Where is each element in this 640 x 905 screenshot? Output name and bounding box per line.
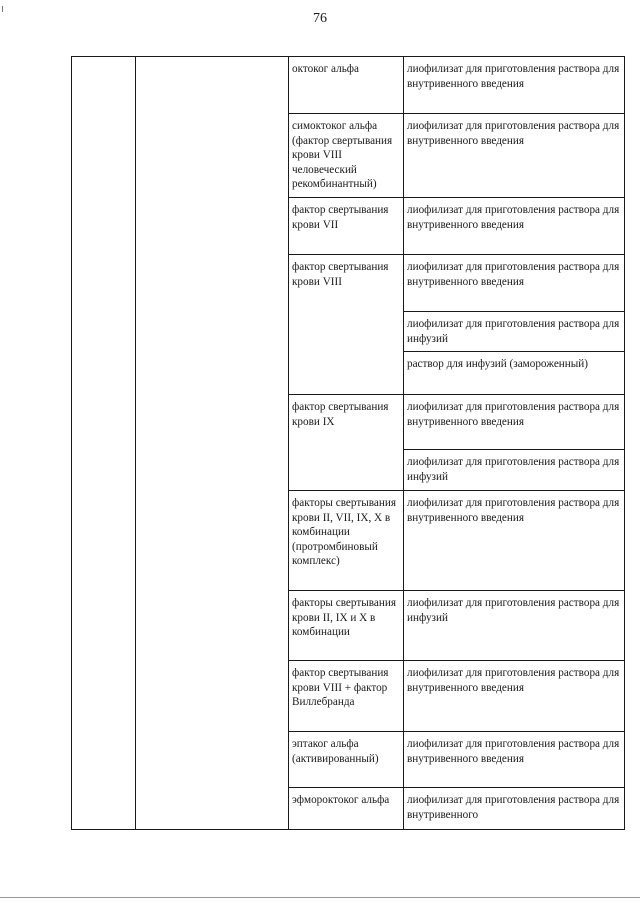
medication-table — [71, 56, 625, 830]
table-row — [72, 57, 625, 114]
code-column-cell — [72, 57, 136, 830]
dosage-form-cell: лиофилизат для приготовления раствора для внутривенного введения — [404, 114, 625, 198]
dosage-form-cell: лиофилизат для приготовления раствора для внутривенного введения — [404, 255, 625, 312]
drug-name-cell: симоктоког альфа (фактор свертывания крови VIII человеческий рекомбинантный) — [289, 114, 404, 198]
drug-name-cell: эптаког альфа (активированный) — [289, 732, 404, 788]
dosage-form-cell: лиофилизат для приготовления раствора для внутривенного введения — [404, 491, 625, 591]
dosage-form-cell: раствор для инфузий (замороженный) — [404, 352, 625, 395]
drug-name-cell: октоког альфа — [289, 57, 404, 114]
drug-name-cell: факторы свертывания крови II, IX и X в комбинации — [289, 591, 404, 661]
dosage-form-cell: лиофилизат для приготовления раствора для инфузий — [404, 591, 625, 661]
dosage-form-cell: лиофилизат для приготовления раствора для внутривенного введения — [404, 198, 625, 255]
drug-name-cell: фактор свертывания крови VIII — [289, 255, 404, 395]
drug-name-cell: эфмороктоког альфа — [289, 788, 404, 830]
dosage-form-cell: лиофилизат для приготовления раствора для внутривенного введения — [404, 57, 625, 114]
group-column-cell — [136, 57, 289, 830]
dosage-form-cell: лиофилизат для приготовления раствора для внутривенного введения — [404, 732, 625, 788]
dosage-form-cell: лиофилизат для приготовления раствора для внутривенного — [404, 788, 625, 830]
drug-name-cell: факторы свертывания крови II, VII, IX, X в комбинации (протромбиновый комплекс) — [289, 491, 404, 591]
dosage-form-cell: лиофилизат для приготовления раствора для инфузий — [404, 450, 625, 491]
drug-name-cell: фактор свертывания крови VIII + фактор Виллебранда — [289, 661, 404, 732]
page-bottom-rule — [0, 897, 640, 898]
page-number: 76 — [313, 11, 327, 26]
dosage-form-cell: лиофилизат для приготовления раствора для инфузий — [404, 312, 625, 352]
drug-name-cell: фактор свертывания крови IX — [289, 395, 404, 491]
dosage-form-cell: лиофилизат для приготовления раствора для внутривенного введения — [404, 395, 625, 450]
dosage-form-cell: лиофилизат для приготовления раствора для внутривенного введения — [404, 661, 625, 732]
drug-name-cell: фактор свертывания крови VII — [289, 198, 404, 255]
